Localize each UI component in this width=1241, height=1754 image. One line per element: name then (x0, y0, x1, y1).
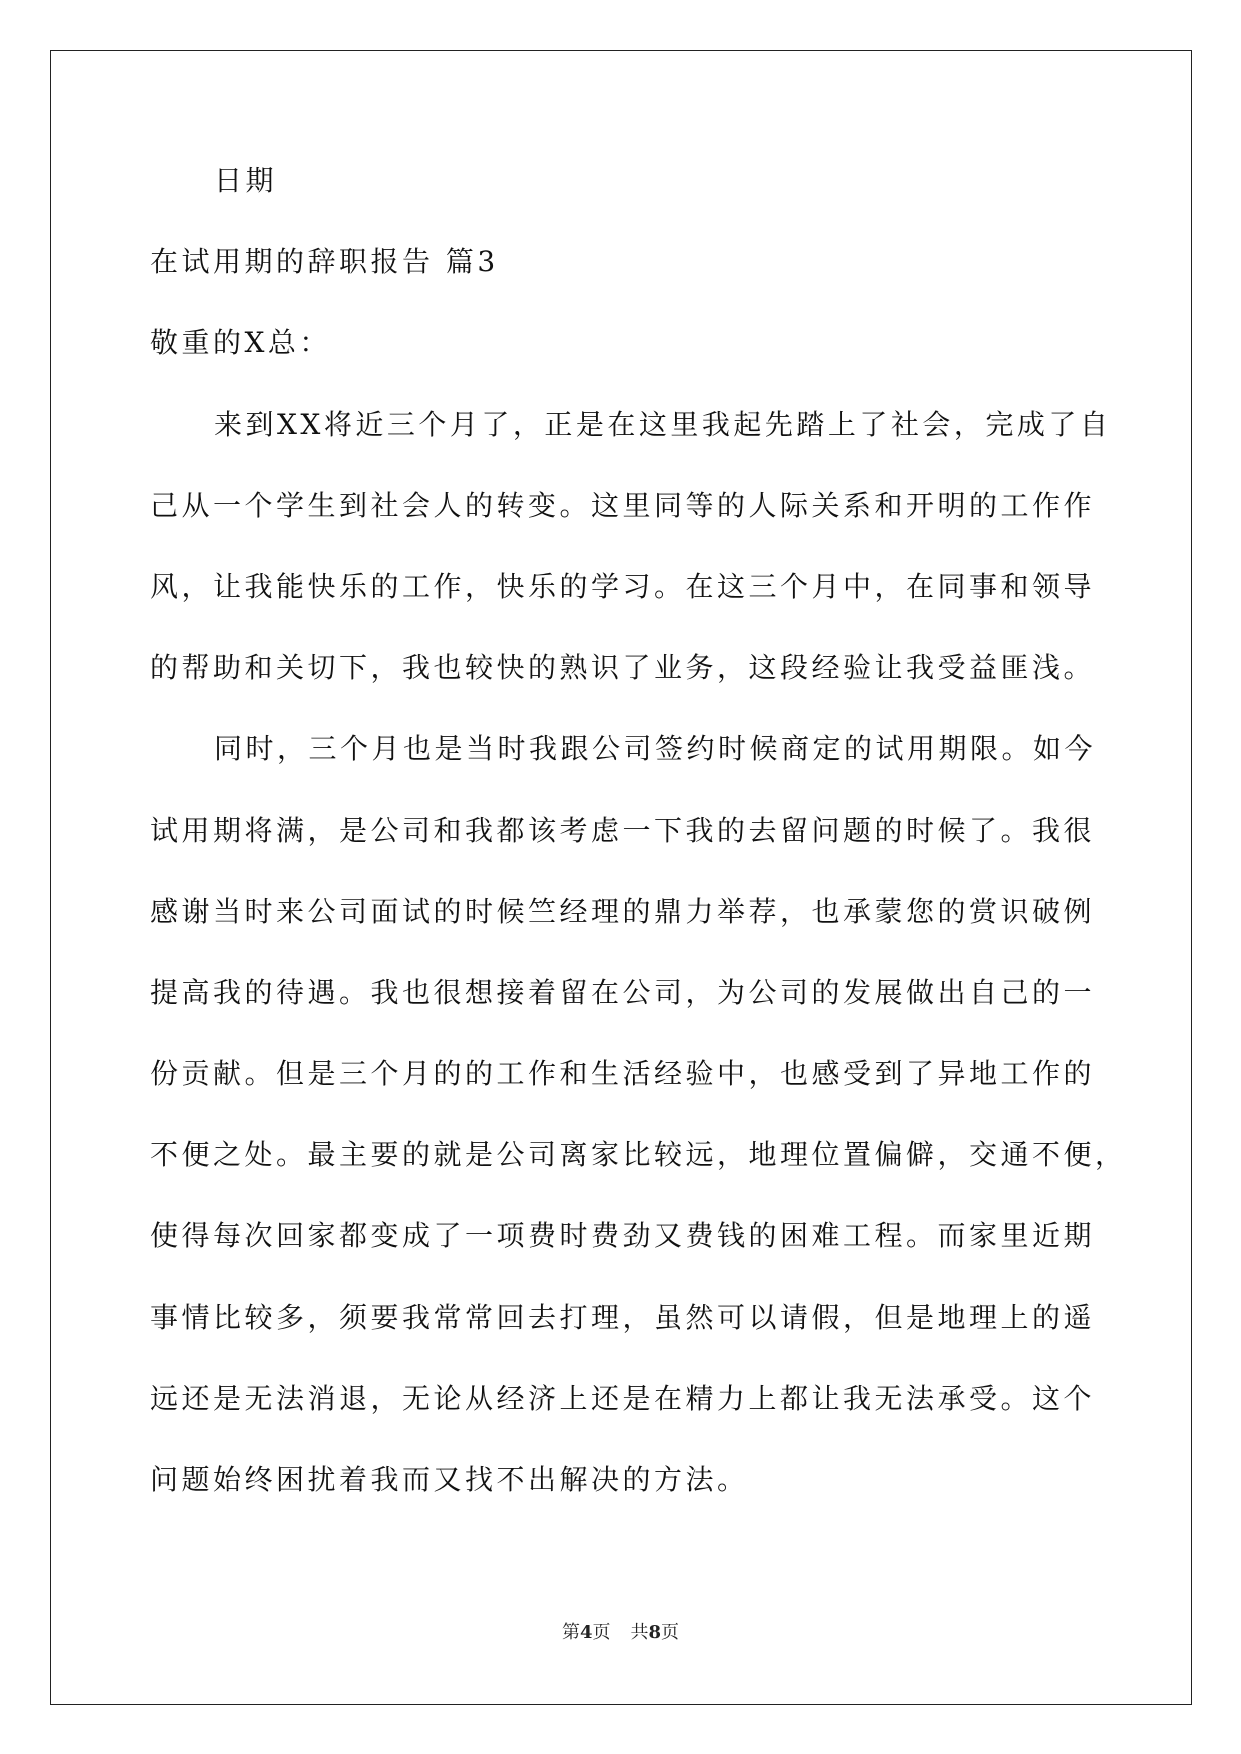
page-suffix: 页 (592, 1622, 611, 1643)
document-body (150, 140, 1127, 1520)
paragraph-line: 来到XX将近三个月了，正是在这里我起先踏上了社会，完成了自 (214, 407, 1112, 441)
paragraph-line: 使得每次回家都变成了一项费时费劲又费钱的困难工程。而家里近期 (150, 1219, 1096, 1253)
current-page-number: 4 (579, 1622, 593, 1643)
total-page-number: 8 (648, 1622, 662, 1643)
paragraph-line: 不便之处。最主要的就是公司离家比较远，地理位置偏僻，交通不便， (150, 1138, 1127, 1172)
paragraph-line: 份贡献。但是三个月的的工作和生活经验中，也感受到了异地工作的 (150, 1057, 1096, 1091)
paragraph-line: 己从一个学生到社会人的转变。这里同等的人际关系和开明的工作作 (150, 488, 1096, 522)
paragraph-line: 远还是无法消退，无论从经济上还是在精力上都让我无法承受。这个 (150, 1381, 1096, 1415)
paragraph-line: 同时，三个月也是当时我跟公司签约时候商定的试用期限。如今 (214, 732, 1097, 766)
total-suffix: 页 (661, 1622, 680, 1643)
salutation: 敬重的X总： (150, 326, 331, 360)
paragraph-line: 提高我的待遇。我也很想接着留在公司，为公司的发展做出自己的一 (150, 975, 1096, 1009)
paragraph-line: 的帮助和关切下，我也较快的熟识了业务，这段经验让我受益匪浅。 (150, 651, 1096, 685)
paragraph-line: 感谢当时来公司面试的时候竺经理的鼎力举荐，也承蒙您的赏识破例 (150, 894, 1096, 928)
paragraph-line: 试用期将满，是公司和我都该考虑一下我的去留问题的时候了。我很 (150, 813, 1096, 847)
total-prefix: 共 (630, 1622, 649, 1643)
section-title: 在试用期的辞职报告 篇3 (150, 245, 499, 279)
paragraph-line: 问题始终困扰着我而又找不出解决的方法。 (150, 1463, 749, 1496)
paragraph-line: 事情比较多，须要我常常回去打理，虽然可以请假，但是地理上的遥 (150, 1300, 1096, 1334)
date-line: 日期 (214, 164, 278, 197)
paragraph-line: 风，让我能快乐的工作，快乐的学习。在这三个月中，在同事和领导 (150, 569, 1096, 603)
page-prefix: 第 (561, 1622, 580, 1643)
page-footer (0, 1618, 1241, 1644)
